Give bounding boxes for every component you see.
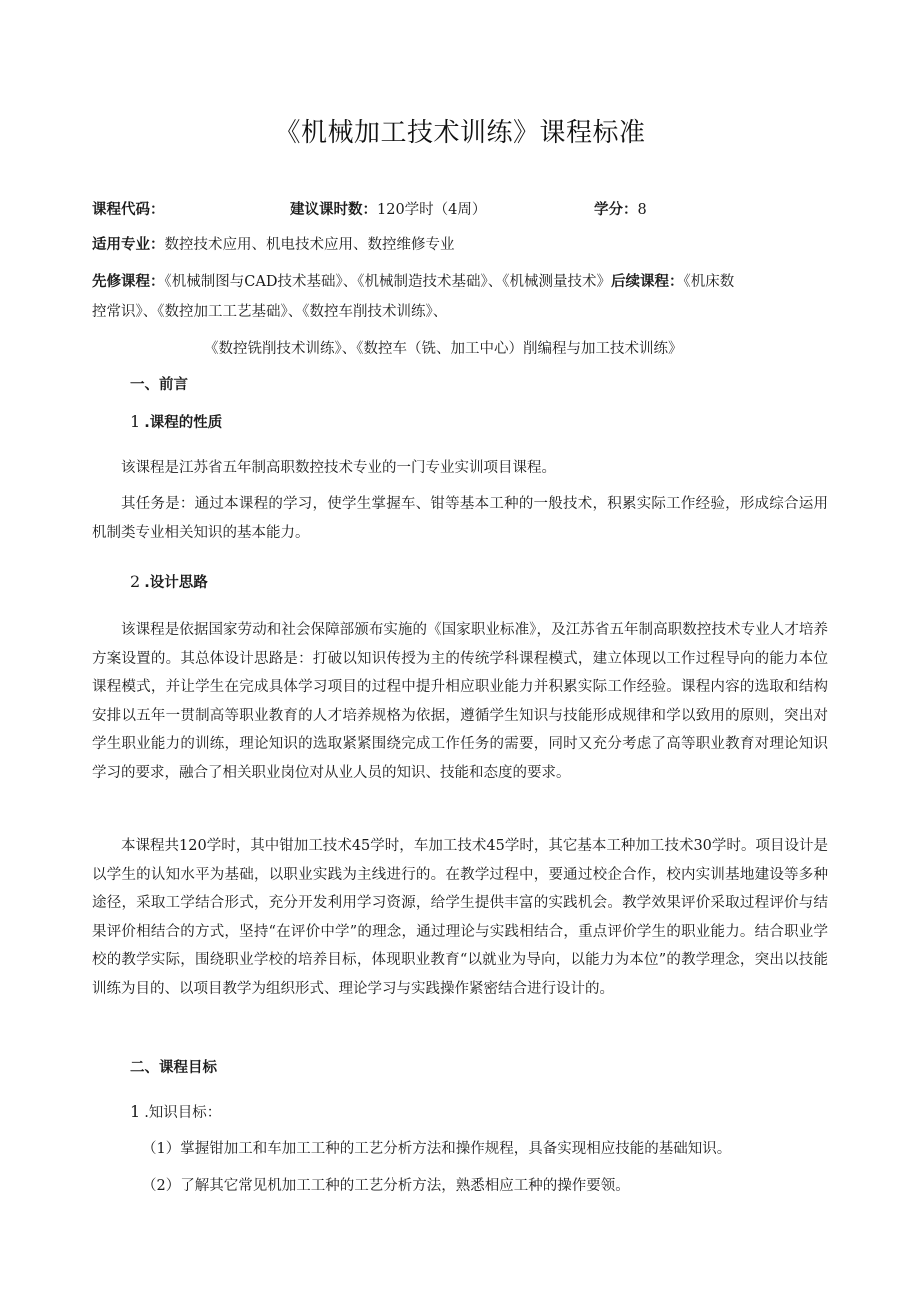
next-courses-line-3: 《数控铣削技术训练》、《数控车（铣、加工中心）削编程与加工技术训练》 <box>204 341 683 357</box>
next-courses-line-1: 《机床数 <box>683 274 735 290</box>
next-courses-line-2: 控常识》、《数控加工工艺基础》、《数控车削技术训练》、 <box>92 304 448 320</box>
document-title: 《机械加工技术训练》课程标准 <box>274 118 646 148</box>
subsection-1-2-heading <box>130 572 208 593</box>
applicable-major <box>92 235 455 255</box>
subsection-number: 1 <box>130 1102 141 1121</box>
credit-value: 8 <box>637 202 647 218</box>
prereq-label: 先修课程： <box>92 274 165 290</box>
prereq-value: 《机械制图与CAD技术基础》、《机械制造技术基础》、《机械测量技术》 <box>164 274 611 290</box>
knowledge-goal-item-1: （1）掌握钳加工和车加工工种的工艺分析方法和操作规程，具备实现相应技能的基础知识。 <box>142 1141 732 1157</box>
subsection-title: .课程的性质 <box>144 415 223 431</box>
paragraph: 本课程共120学时，其中钳加工技术45学时，车加工技术45学时，其它基本工种加工技术30学时。项目设计是以学生的认知水平为基础，以职业实践为主线进行的。在教学过程中，要通过校企合作，校内实训基地建设等多种途径，采取工学结合形式，充分开发利用学习资源，给学生提供丰富的实践机会。教学效果评价采取过程评价与结果评价相结合的方式，坚持“在评价中学”的理念，通过理论与实践相结合，重点评价学生的职业能力。结合职业学校的教学实际，围绕职业学校的培养目标，体现职业教育“以就业为导向，以能力为本位”的教学理念，突出以技能训练为目的、以项目教学为组织形式、理论学习与实践操作紧密结合进行设计的。 <box>92 838 828 997</box>
paragraph: 该课程是依据国家劳动和社会保障部颁布实施的《国家职业标准》，及江苏省五年制高职数控技术专业人才培养方案设置的。其总体设计思路是：打破以知识传授为主的传统学科课程模式，建立体现以工作过程导向的能力本位课程模式，并让学生在完成具体学习项目的过程中提升相应职业能力并积累实际工作经验。课程内容的选取和结构安排以五年一贯制高等职业教育的人才培养规格为依据，遵循学生知识与技能形成规律和学以致用的原则，突出对学生职业能力的训练，理论知识的选取紧紧围绕完成工作任务的需要，同时又充分考虑了高等职业教育对理论知识学习的要求，融合了相关职业岗位对从业人员的知识、技能和态度的要求。 <box>92 622 828 781</box>
section-1-heading: 一、前言 <box>130 377 188 393</box>
major-value: 数控技术应用、机电技术应用、数控维修专业 <box>164 237 455 253</box>
paragraph: 其任务是：通过本课程的学习，使学生掌握车、钳等基本工种的一般技术，积累实际工作经验，形成综合运用机制类专业相关知识的基本能力。 <box>92 496 828 541</box>
hours-label: 建议课时数： <box>290 202 377 218</box>
course-hours <box>290 200 486 220</box>
major-label: 适用专业： <box>92 237 165 253</box>
course-code-label: 课程代码： <box>92 202 165 218</box>
subsection-title: .设计思路 <box>144 575 208 591</box>
next-courses-label: 后续课程： <box>610 274 684 290</box>
course-credit <box>594 200 647 220</box>
hours-value: 120学时（4周） <box>377 202 487 218</box>
subsection-2-1-heading <box>130 1102 221 1123</box>
subsection-number: 1 <box>130 412 141 431</box>
prerequisite-courses <box>92 272 734 292</box>
subsection-title: .知识目标： <box>144 1105 222 1121</box>
section-2-heading: 二、课程目标 <box>130 1060 217 1076</box>
knowledge-goal-item-2: （2）了解其它常见机加工工种的工艺分析方法，熟悉相应工种的操作要领。 <box>142 1178 630 1194</box>
subsection-number: 2 <box>130 572 141 591</box>
subsection-1-1-heading <box>130 412 222 433</box>
credit-label: 学分： <box>594 202 638 218</box>
paragraph: 该课程是江苏省五年制高职数控技术专业的一门专业实训项目课程。 <box>121 460 556 476</box>
